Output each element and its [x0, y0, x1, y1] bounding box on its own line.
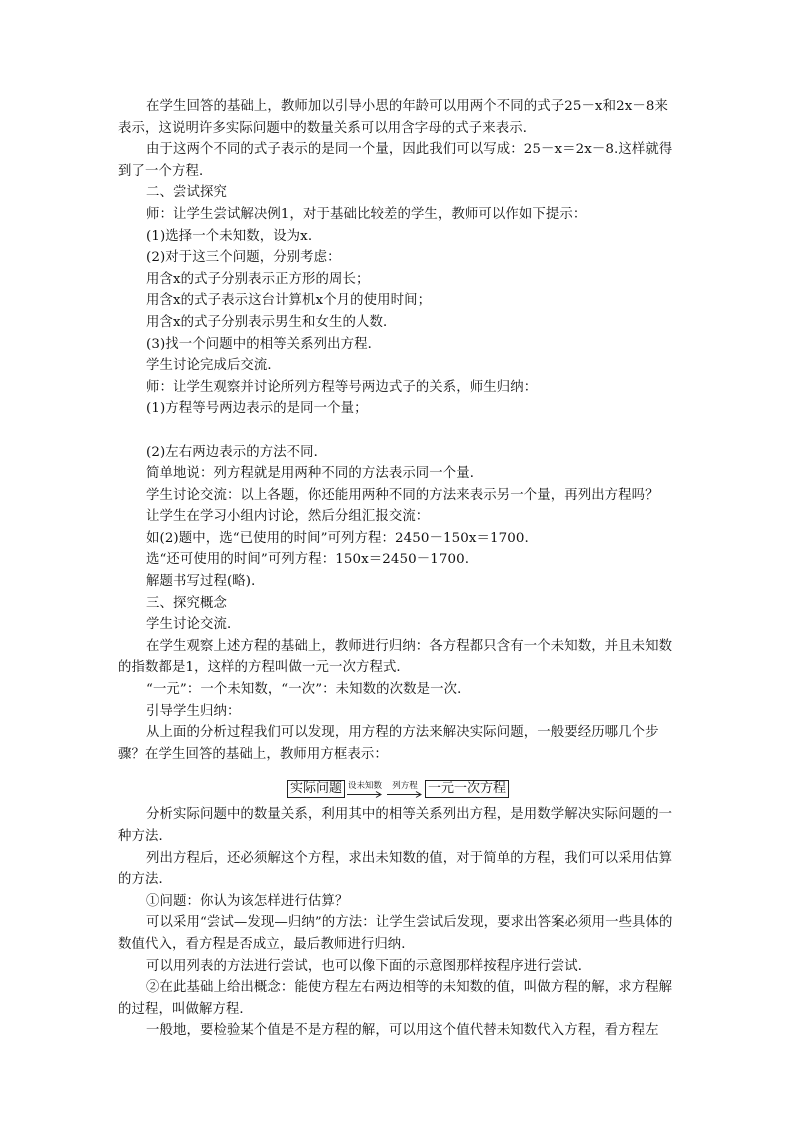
paragraph: 师：让学生观察并讨论所列方程等号两边式子的关系，师生归纳： [146, 379, 538, 395]
paragraph: 可以采用“尝试—发现—归纳”的方法：让学生尝试后发现，要求出答案必须用一些具体的数值代入，看方程是否成立，最后教师进行归纳． [118, 915, 673, 952]
paragraph: 三、探究概念 [146, 595, 227, 611]
paragraph: 解题书写过程(略)． [146, 574, 265, 590]
paragraph: (1)选择一个未知数，设为x. [146, 228, 313, 244]
paragraph: 用含x的式子分别表示正方形的周长； [146, 271, 370, 287]
paragraph: 如(2)题中，选“已使用的时间”可列方程：2450－150x＝1700. [146, 530, 529, 546]
flow-arrow-1-label: 设未知数 [347, 781, 382, 792]
right-arrow-icon [347, 791, 383, 798]
flow-box-start: 实际问题 [287, 780, 345, 798]
paragraph: 用含x的式子表示这台计算机x个月的使用时间； [146, 293, 432, 309]
paragraph: (2)对于这三个问题，分别考虑： [146, 250, 341, 266]
paragraph: (1)方程等号两边表示的是同一个量； [146, 401, 368, 417]
flow-arrow-1 [347, 781, 383, 798]
paragraph: 从上面的分析过程我们可以发现，用方程的方法来解决实际问题，一般要经历哪几个步骤？在学生回答的基础上，教师用方框表示： [118, 725, 659, 762]
section-discussion [118, 442, 678, 766]
flow-arrow-2 [387, 781, 423, 798]
paragraph: 分析实际问题中的数量关系，利用其中的相等关系列出方程，是用数学解决实际问题的一种方法． [118, 807, 673, 844]
flow-diagram [118, 768, 678, 798]
flow-arrow-2-label: 列方程 [392, 781, 418, 792]
flow-box-end: 一元一次方程 [425, 780, 509, 798]
paragraph: ②在此基础上给出概念：能使方程左右两边相等的未知数的值，叫做方程的解，求方程解的过程，叫做解方程． [118, 980, 673, 1017]
paragraph: 二、尝试探究 [146, 185, 227, 201]
paragraph: 用含x的式子分别表示男生和女生的人数． [146, 314, 397, 330]
paragraph: (3)找一个问题中的相等关系列出方程． [146, 336, 382, 352]
paragraph: 一般地，要检验某个值是不是方程的解，可以用这个值代替未知数代入方程，看方程左 [146, 1023, 659, 1039]
paragraph: 学生讨论完成后交流． [146, 358, 281, 374]
paragraph: 列出方程后，还必须解这个方程，求出未知数的值，对于简单的方程，我们可以采用估算的方法． [118, 850, 673, 888]
paragraph: 引导学生归纳： [146, 703, 241, 719]
section-estimation [118, 804, 678, 1042]
paragraph: 简单地说：列方程就是用两种不同的方法表示同一个量． [146, 466, 484, 482]
paragraph: 学生讨论交流． [146, 617, 241, 633]
paragraph: “一元”：一个未知数，“一次”：未知数的次数是一次． [146, 682, 471, 698]
blank-line [118, 420, 678, 442]
paragraph: 选“还可使用的时间”可列方程：150x＝2450－1700. [146, 552, 470, 568]
right-arrow-icon [387, 791, 423, 798]
paragraph: 在学生回答的基础上，教师加以引导小思的年龄可以用两个不同的式子25－x和2x－8来表示，这说明许多实际问题中的数量关系可以用含字母的式子来表示． [118, 99, 668, 136]
paragraph: 让学生在学习小组内讨论，然后分组汇报交流： [146, 509, 430, 525]
paragraph: (2)左右两边表示的方法不同． [146, 444, 328, 460]
document-body [118, 96, 678, 1042]
section-intro [118, 96, 678, 420]
paragraph: 在学生观察上述方程的基础上，教师进行归纳：各方程都只含有一个未知数，并且未知数的指数都是1，这样的方程叫做一元一次方程式． [118, 638, 673, 676]
paragraph: 可以用列表的方法进行尝试，也可以像下面的示意图那样按程序进行尝试． [146, 958, 592, 974]
paragraph: 师：让学生尝试解决例1，对于基础比较差的学生，教师可以作如下提示： [146, 206, 587, 222]
paragraph: ①问题：你认为该怎样进行估算？ [146, 893, 349, 909]
paragraph: 学生讨论交流：以上各题，你还能用两种不同的方法来表示另一个量，再列出方程吗？ [146, 487, 659, 503]
paragraph: 由于这两个不同的式子表示的是同一个量，因此我们可以写成：25－x＝2x－8.这样就得到了一个方程． [118, 142, 673, 179]
